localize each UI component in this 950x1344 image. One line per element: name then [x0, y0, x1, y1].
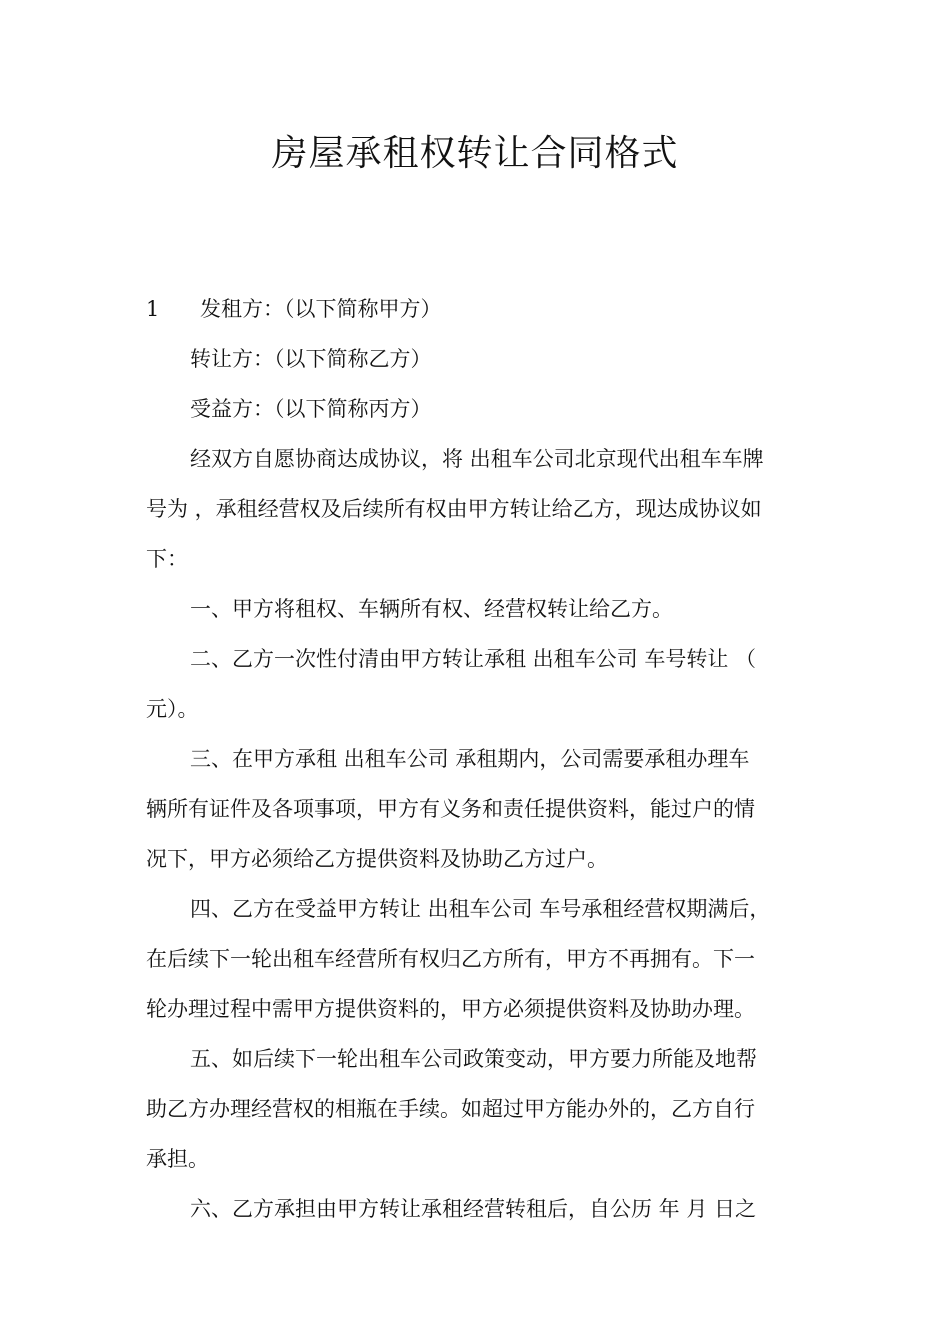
clause-2-line: 二、乙方一次性付清由甲方转让承租 出租车公司 车号转让 （ [190, 647, 757, 671]
preamble-line: 号为 ，承租经营权及后续所有权由甲方转让给乙方，现达成协议如 [146, 497, 762, 521]
clause-4-line: 四、乙方在受益甲方转让 出租车公司 车号承租经营权期满后， [190, 897, 771, 921]
clause-6-line: 六、乙方承担由甲方转让承租经营转租后，自公历 年 月 日之 [190, 1197, 757, 1221]
party-lessor-line [146, 284, 806, 334]
clause-4-line: 在后续下一轮出租车经营所有权归乙方所有，甲方不再拥有。下一 [146, 947, 755, 971]
preamble-line: 下： [146, 547, 188, 571]
clause-3-line: 况下，甲方必须给乙方提供资料及协助乙方过户。 [146, 847, 608, 871]
party-lessor: 发租方：（以下简称甲方） [200, 297, 442, 321]
document-body [146, 284, 806, 1234]
document-title: 房屋承租权转让合同格式 [271, 133, 679, 174]
party-transferee: 转让方：（以下简称乙方） [190, 347, 432, 371]
clause-1-line: 一、甲方将租权、车辆所有权、经营权转让给乙方。 [190, 597, 673, 621]
clause-5-line: 承担。 [146, 1147, 209, 1171]
clause-5-line: 助乙方办理经营权的相瓶在手续。如超过甲方能办外的，乙方自行 [146, 1097, 755, 1121]
clause-3-line: 三、在甲方承租 出租车公司 承租期内，公司需要承租办理车 [190, 747, 750, 771]
party-beneficiary: 受益方：（以下简称丙方） [190, 397, 432, 421]
preamble-line: 经双方自愿协商达成协议，将 出租车公司北京现代出租车车牌 [190, 447, 764, 471]
list-number: 1 [146, 297, 160, 321]
clause-3-line: 辆所有证件及各项事项，甲方有义务和责任提供资料，能过户的情 [146, 797, 755, 821]
clause-2-line: 元）。 [146, 697, 199, 721]
clause-5-line: 五、如后续下一轮出租车公司政策变动，甲方要力所能及地帮 [190, 1047, 757, 1071]
clause-4-line: 轮办理过程中需甲方提供资料的，甲方必须提供资料及协助办理。 [146, 997, 755, 1021]
